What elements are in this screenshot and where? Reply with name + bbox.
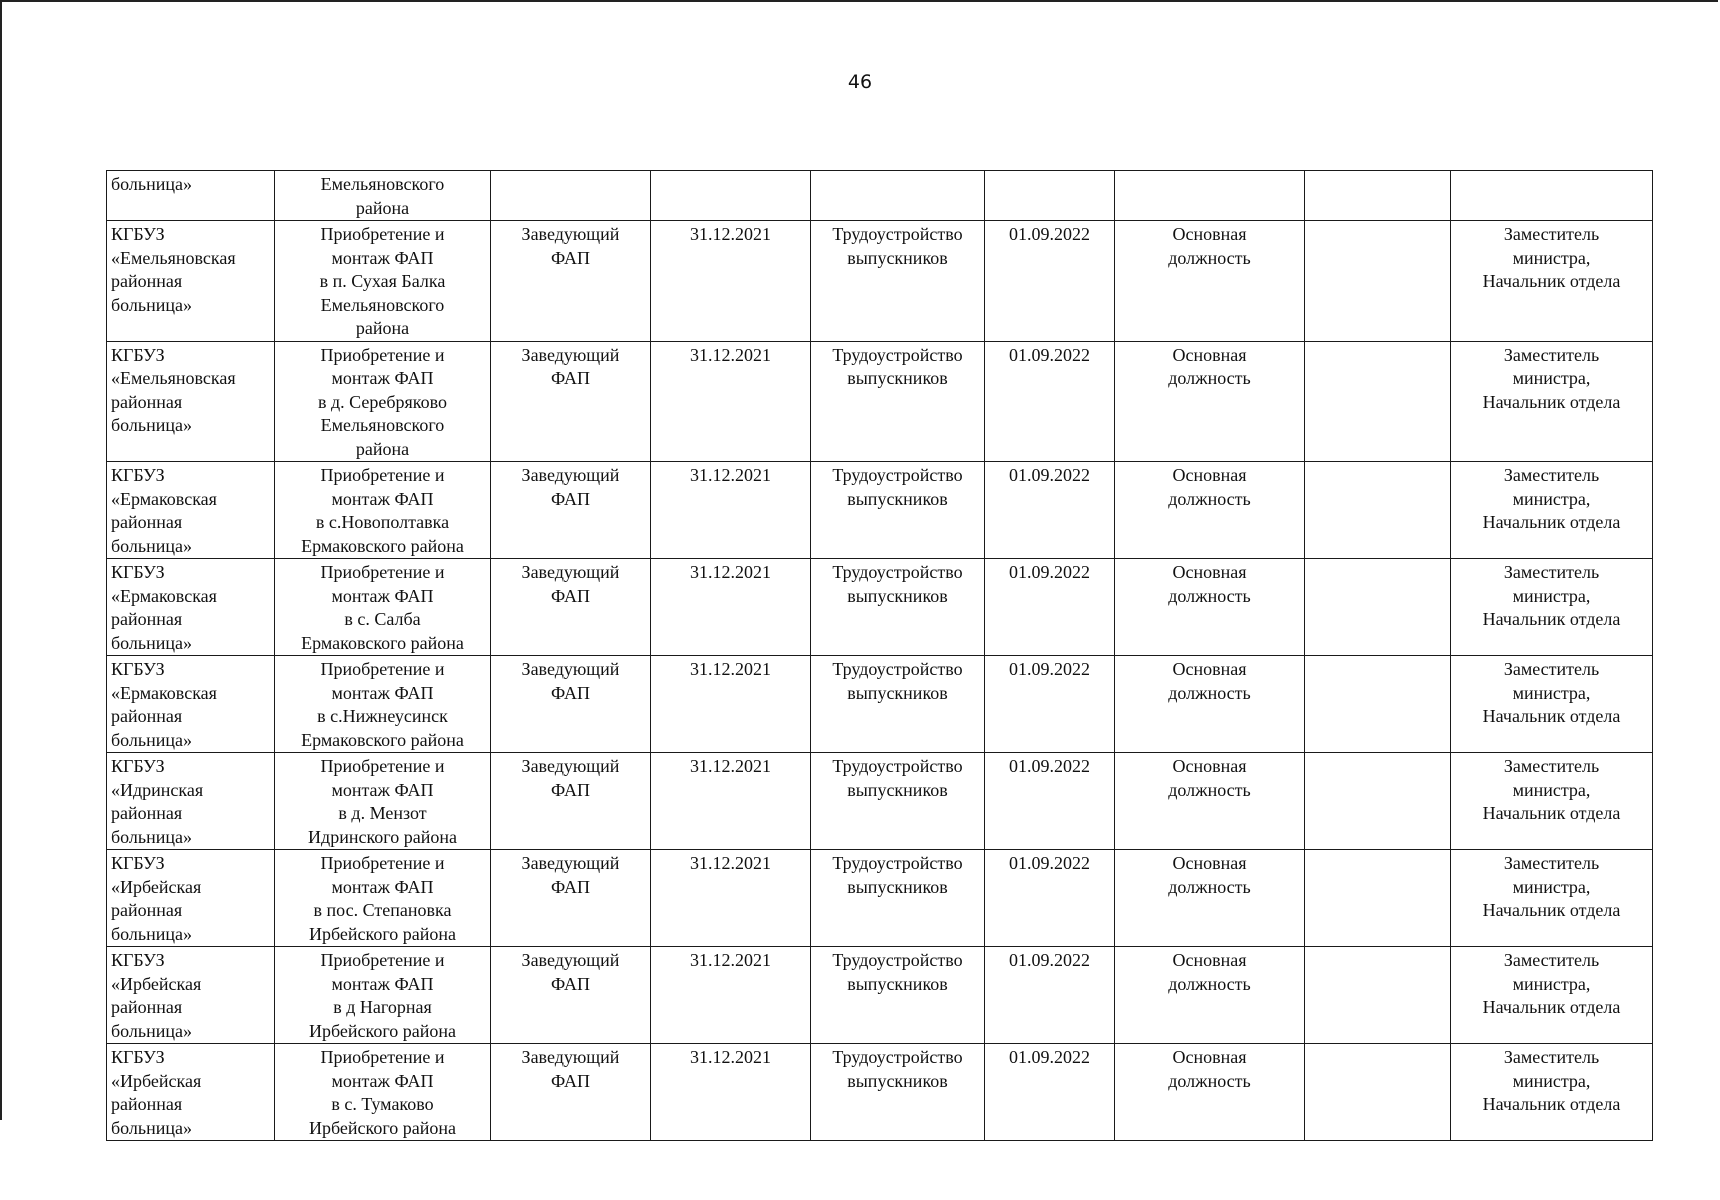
position-line: Заведующий — [521, 659, 620, 679]
position-cell — [491, 462, 651, 559]
date-value: 01.09.2022 — [1009, 465, 1090, 485]
event-line: в пос. Степановка — [313, 900, 452, 920]
event-line: в с.Нижнеусинск — [317, 706, 448, 726]
responsible-line: министра, — [1512, 488, 1591, 509]
measure-cell — [811, 753, 985, 850]
event-cell — [275, 850, 491, 947]
deadline-value: 31.12.2021 — [690, 659, 771, 679]
event-cell — [275, 1044, 491, 1141]
type-line: должность — [1168, 973, 1251, 994]
event-line: Приобретение и — [320, 950, 445, 970]
org-line: больница» — [111, 294, 192, 315]
measure-line: выпускников — [847, 368, 948, 388]
responsible-line: Заместитель — [1503, 465, 1600, 485]
event-cell — [275, 462, 491, 559]
org-line: больница» — [111, 923, 192, 944]
measure-cell — [811, 341, 985, 462]
measure-line: Трудоустройство — [832, 950, 963, 970]
measure-cell — [811, 850, 985, 947]
event-line: в д. Мензот — [338, 803, 427, 823]
position-cell — [491, 947, 651, 1044]
page-border-left — [0, 0, 2, 1120]
measure-cell — [811, 462, 985, 559]
date-cell — [985, 656, 1115, 753]
responsible-line: министра, — [1512, 973, 1591, 994]
date-value: 01.09.2022 — [1009, 1047, 1090, 1067]
position-line: ФАП — [550, 488, 591, 509]
event-line: монтаж ФАП — [331, 368, 434, 388]
position-line: ФАП — [550, 682, 591, 703]
event-line: Приобретение и — [320, 344, 445, 365]
position-cell — [491, 850, 651, 947]
responsible-line: Заместитель — [1503, 950, 1600, 970]
date-cell — [985, 171, 1115, 221]
responsible-line: министра, — [1512, 876, 1591, 897]
responsible-cell — [1451, 221, 1653, 342]
org-line: «Емельяновская — [111, 247, 236, 268]
extra-cell — [1305, 221, 1451, 342]
responsible-cell — [1451, 947, 1653, 1044]
deadline-value: 31.12.2021 — [690, 950, 771, 970]
date-cell — [985, 850, 1115, 947]
org-line: «Ермаковская — [111, 682, 217, 703]
org-line: больница» — [111, 535, 192, 556]
type-cell — [1115, 462, 1305, 559]
extra-cell — [1305, 462, 1451, 559]
type-line: должность — [1168, 682, 1251, 703]
type-cell — [1115, 753, 1305, 850]
responsible-line: Заместитель — [1503, 562, 1600, 582]
org-line: больница» — [111, 729, 192, 750]
measure-line: Трудоустройство — [832, 1047, 963, 1067]
extra-cell — [1305, 947, 1451, 1044]
responsible-line: Начальник отдела — [1482, 803, 1621, 823]
table-row-continuation — [107, 171, 1653, 221]
deadline-value: 31.12.2021 — [690, 853, 771, 873]
extra-cell — [1305, 559, 1451, 656]
position-line: ФАП — [550, 247, 591, 268]
event-line: Ермаковского района — [301, 729, 464, 750]
org-line: «Идринская — [111, 779, 204, 800]
measure-cell — [811, 221, 985, 342]
event-line: района — [355, 197, 410, 218]
event-cell — [275, 171, 491, 221]
org-line: КГБУЗ — [111, 950, 165, 970]
org-line: больница» — [111, 1117, 192, 1138]
org-line: «Емельяновская — [111, 368, 236, 388]
responsible-cell — [1451, 1044, 1653, 1141]
type-cell — [1115, 221, 1305, 342]
responsible-line: министра, — [1512, 368, 1591, 388]
measure-cell — [811, 1044, 985, 1141]
responsible-line: министра, — [1512, 1070, 1591, 1091]
table-row — [107, 656, 1653, 753]
type-line: Основная — [1172, 344, 1247, 365]
org-line: «Ирбейская — [111, 876, 202, 897]
deadline-cell — [651, 947, 811, 1044]
measure-line: выпускников — [847, 973, 948, 994]
org-line: районная — [111, 803, 183, 823]
event-line: Приобретение и — [320, 224, 445, 244]
type-line: Основная — [1172, 853, 1247, 873]
position-line: ФАП — [550, 585, 591, 606]
date-value: 01.09.2022 — [1009, 756, 1090, 776]
date-cell — [985, 559, 1115, 656]
responsible-line: Заместитель — [1503, 853, 1600, 873]
org-cell — [107, 341, 275, 462]
position-cell — [491, 753, 651, 850]
measure-cell — [811, 559, 985, 656]
org-line: «Ирбейская — [111, 973, 202, 994]
extra-cell — [1305, 753, 1451, 850]
event-cell — [275, 656, 491, 753]
event-cell — [275, 947, 491, 1044]
responsible-cell — [1451, 656, 1653, 753]
type-cell — [1115, 559, 1305, 656]
position-line: ФАП — [550, 973, 591, 994]
event-line: Приобретение и — [320, 562, 445, 582]
date-value: 01.09.2022 — [1009, 224, 1090, 244]
event-line: в с.Новополтавка — [315, 512, 450, 532]
page-border-top — [0, 0, 1718, 2]
event-line: монтаж ФАП — [331, 247, 434, 268]
date-value: 01.09.2022 — [1009, 562, 1090, 582]
measure-line: Трудоустройство — [832, 853, 963, 873]
type-cell — [1115, 850, 1305, 947]
position-line: Заведующий — [521, 465, 620, 485]
table-row — [107, 1044, 1653, 1141]
measure-line: выпускников — [847, 585, 948, 606]
extra-cell — [1305, 171, 1451, 221]
event-line: монтаж ФАП — [331, 585, 434, 606]
org-line: районная — [111, 391, 183, 412]
table-row — [107, 947, 1653, 1044]
org-line: КГБУЗ — [111, 659, 165, 679]
org-line: «Ермаковская — [111, 585, 217, 606]
org-cell — [107, 947, 275, 1044]
org-cell — [107, 753, 275, 850]
position-line: ФАП — [550, 368, 591, 388]
responsible-cell — [1451, 753, 1653, 850]
deadline-value: 31.12.2021 — [690, 562, 771, 582]
responsible-line: министра, — [1512, 779, 1591, 800]
event-line: Идринского района — [308, 826, 457, 847]
org-line: КГБУЗ — [111, 853, 165, 873]
type-line: Основная — [1172, 756, 1247, 776]
measure-line: выпускников — [847, 779, 948, 800]
org-line: КГБУЗ — [111, 562, 165, 582]
event-line: в д. Серебряково — [317, 391, 447, 412]
responsible-cell — [1451, 850, 1653, 947]
org-cell — [107, 462, 275, 559]
org-line: районная — [111, 512, 183, 532]
event-line: Приобретение и — [320, 853, 445, 873]
event-line: монтаж ФАП — [331, 876, 434, 897]
date-cell — [985, 753, 1115, 850]
deadline-cell — [651, 221, 811, 342]
event-cell — [275, 559, 491, 656]
deadline-value: 31.12.2021 — [690, 1047, 771, 1067]
date-cell — [985, 221, 1115, 342]
responsible-line: Заместитель — [1503, 756, 1600, 776]
position-line: Заведующий — [521, 950, 620, 970]
position-cell — [491, 656, 651, 753]
measure-line: выпускников — [847, 876, 948, 897]
event-line: района — [355, 438, 410, 459]
position-cell — [491, 171, 651, 221]
measure-line: выпускников — [847, 682, 948, 703]
responsible-cell — [1451, 559, 1653, 656]
type-line: должность — [1168, 585, 1251, 606]
event-line: в с. Тумаково — [331, 1094, 434, 1114]
event-cell — [275, 221, 491, 342]
measure-line: выпускников — [847, 247, 948, 268]
type-line: должность — [1168, 488, 1251, 509]
responsible-line: Начальник отдела — [1482, 271, 1621, 291]
deadline-value: 31.12.2021 — [690, 344, 771, 365]
measure-cell — [811, 656, 985, 753]
event-line: Ермаковского района — [301, 632, 464, 653]
measure-line: Трудоустройство — [832, 659, 963, 679]
deadline-value: 31.12.2021 — [690, 756, 771, 776]
type-line: Основная — [1172, 224, 1247, 244]
org-cell — [107, 171, 275, 221]
type-line: Основная — [1172, 950, 1247, 970]
org-line: районная — [111, 609, 183, 629]
type-cell — [1115, 947, 1305, 1044]
type-line: Основная — [1172, 465, 1247, 485]
position-line: Заведующий — [521, 853, 620, 873]
deadline-cell — [651, 850, 811, 947]
type-line: должность — [1168, 1070, 1251, 1091]
deadline-cell — [651, 1044, 811, 1141]
event-line: Емельяновского — [320, 415, 445, 435]
position-cell — [491, 559, 651, 656]
type-cell — [1115, 656, 1305, 753]
org-line: КГБУЗ — [111, 465, 165, 485]
document-table — [106, 170, 1653, 1141]
event-line: Приобретение и — [320, 756, 445, 776]
event-line: монтаж ФАП — [331, 779, 434, 800]
table-row — [107, 559, 1653, 656]
deadline-cell — [651, 656, 811, 753]
measure-line: Трудоустройство — [832, 344, 963, 365]
org-cell — [107, 559, 275, 656]
extra-cell — [1305, 850, 1451, 947]
type-line: Основная — [1172, 562, 1247, 582]
deadline-cell — [651, 171, 811, 221]
deadline-value: 31.12.2021 — [690, 465, 771, 485]
org-cell — [107, 656, 275, 753]
org-line: больница» — [111, 826, 192, 847]
responsible-line: Начальник отдела — [1482, 900, 1621, 920]
position-line: Заведующий — [521, 562, 620, 582]
event-line: Приобретение и — [320, 659, 445, 679]
date-cell — [985, 1044, 1115, 1141]
deadline-cell — [651, 753, 811, 850]
type-line: должность — [1168, 779, 1251, 800]
org-line: КГБУЗ — [111, 1047, 165, 1067]
event-line: монтаж ФАП — [331, 973, 434, 994]
org-line: районная — [111, 271, 183, 291]
responsible-line: Начальник отдела — [1482, 997, 1621, 1017]
event-cell — [275, 753, 491, 850]
org-line: КГБУЗ — [111, 344, 165, 365]
event-line: Ирбейского района — [308, 923, 457, 944]
deadline-cell — [651, 341, 811, 462]
position-line: ФАП — [550, 1070, 591, 1091]
org-line: «Ермаковская — [111, 488, 217, 509]
responsible-line: Начальник отдела — [1482, 1094, 1621, 1114]
event-line: в д Нагорная — [333, 997, 432, 1017]
responsible-cell — [1451, 341, 1653, 462]
responsible-line: Начальник отдела — [1482, 609, 1621, 629]
table-row — [107, 753, 1653, 850]
deadline-value: 31.12.2021 — [690, 224, 771, 244]
position-cell — [491, 341, 651, 462]
measure-line: выпускников — [847, 1070, 948, 1091]
deadline-cell — [651, 462, 811, 559]
extra-cell — [1305, 1044, 1451, 1141]
responsible-line: Заместитель — [1503, 1047, 1600, 1067]
position-line: ФАП — [550, 876, 591, 897]
org-line: районная — [111, 706, 183, 726]
type-line: Основная — [1172, 1047, 1247, 1067]
page-number: 46 — [847, 71, 873, 93]
deadline-cell — [651, 559, 811, 656]
measure-cell — [811, 947, 985, 1044]
position-line: Заведующий — [521, 1047, 620, 1067]
org-line: больница» — [111, 415, 192, 435]
type-line: должность — [1168, 247, 1251, 268]
extra-cell — [1305, 341, 1451, 462]
responsible-line: Начальник отдела — [1482, 512, 1621, 532]
type-cell — [1115, 171, 1305, 221]
table-row — [107, 221, 1653, 342]
responsible-line: Заместитель — [1503, 659, 1600, 679]
org-cell — [107, 1044, 275, 1141]
org-line: «Ирбейская — [111, 1070, 202, 1091]
measure-line: Трудоустройство — [832, 224, 963, 244]
position-line: Заведующий — [521, 344, 620, 365]
org-line: районная — [111, 1094, 183, 1114]
position-line: Заведующий — [521, 224, 620, 244]
responsible-line: Начальник отдела — [1482, 391, 1621, 412]
event-line: Ирбейского района — [308, 1020, 457, 1041]
event-line: в с. Салба — [344, 609, 421, 629]
event-line: Ермаковского района — [301, 535, 464, 556]
measure-cell — [811, 171, 985, 221]
org-line: больница» — [111, 632, 192, 653]
measure-line: Трудоустройство — [832, 562, 963, 582]
date-cell — [985, 947, 1115, 1044]
responsible-line: Заместитель — [1503, 344, 1600, 365]
event-line: монтаж ФАП — [331, 682, 434, 703]
table-row — [107, 462, 1653, 559]
responsible-line: министра, — [1512, 682, 1591, 703]
event-line: в п. Сухая Балка — [319, 271, 446, 291]
date-value: 01.09.2022 — [1009, 659, 1090, 679]
event-line: Емельяновского — [320, 174, 445, 194]
position-cell — [491, 221, 651, 342]
measure-line: Трудоустройство — [832, 756, 963, 776]
position-cell — [491, 1044, 651, 1141]
org-line: КГБУЗ — [111, 756, 165, 776]
type-cell — [1115, 341, 1305, 462]
date-cell — [985, 341, 1115, 462]
responsible-line: Заместитель — [1503, 224, 1600, 244]
responsible-cell — [1451, 462, 1653, 559]
org-line: больница» — [111, 174, 192, 194]
event-line: района — [355, 318, 410, 338]
date-value: 01.09.2022 — [1009, 853, 1090, 873]
extra-cell — [1305, 656, 1451, 753]
type-line: Основная — [1172, 659, 1247, 679]
responsible-line: Начальник отдела — [1482, 706, 1621, 726]
org-line: районная — [111, 997, 183, 1017]
position-line: ФАП — [550, 779, 591, 800]
responsible-line: министра, — [1512, 585, 1591, 606]
event-line: Емельяновского — [320, 294, 445, 315]
event-cell — [275, 341, 491, 462]
event-line: Приобретение и — [320, 1047, 445, 1067]
table-row — [107, 850, 1653, 947]
event-line: Приобретение и — [320, 465, 445, 485]
type-cell — [1115, 1044, 1305, 1141]
table-row — [107, 341, 1653, 462]
org-line: районная — [111, 900, 183, 920]
date-value: 01.09.2022 — [1009, 344, 1090, 365]
position-line: Заведующий — [521, 756, 620, 776]
responsible-cell — [1451, 171, 1653, 221]
measure-line: выпускников — [847, 488, 948, 509]
type-line: должность — [1168, 876, 1251, 897]
org-line: больница» — [111, 1020, 192, 1041]
event-line: монтаж ФАП — [331, 1070, 434, 1091]
event-line: Ирбейского района — [308, 1117, 457, 1138]
date-value: 01.09.2022 — [1009, 950, 1090, 970]
event-line: монтаж ФАП — [331, 488, 434, 509]
org-line: КГБУЗ — [111, 224, 165, 244]
type-line: должность — [1168, 368, 1251, 388]
org-cell — [107, 221, 275, 342]
table-body — [107, 171, 1653, 1141]
measure-line: Трудоустройство — [832, 465, 963, 485]
responsible-line: министра, — [1512, 247, 1591, 268]
org-cell — [107, 850, 275, 947]
date-cell — [985, 462, 1115, 559]
